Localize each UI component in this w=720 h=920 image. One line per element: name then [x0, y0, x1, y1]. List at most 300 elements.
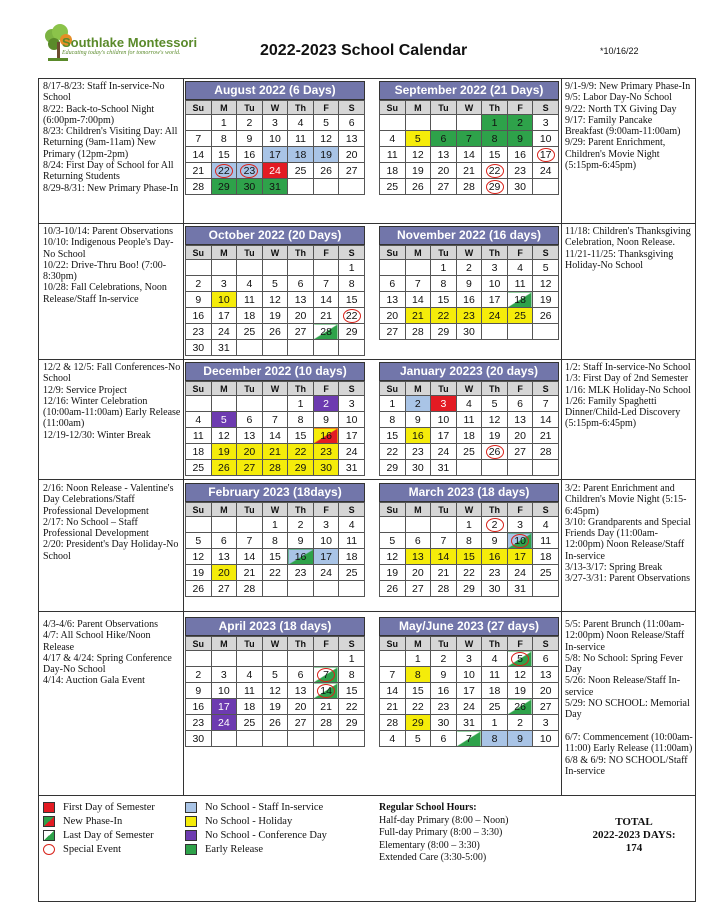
day-cell — [262, 667, 288, 683]
day-number: 24 — [437, 445, 450, 458]
day-number: 14 — [539, 413, 552, 426]
weekday-header: W — [262, 246, 288, 260]
day-cell — [380, 179, 406, 195]
day-cell — [262, 292, 288, 308]
weekday-header: W — [456, 101, 482, 115]
day-number: 27 — [218, 582, 230, 595]
day-number: 2 — [414, 397, 421, 410]
day-number: 29 — [294, 461, 307, 474]
day-cell — [456, 565, 482, 581]
day-cell — [339, 276, 365, 292]
calendar-table — [185, 100, 365, 195]
day-number: 16 — [294, 550, 307, 563]
day-cell — [431, 581, 457, 597]
day-cell — [288, 115, 314, 131]
day-number: 9 — [414, 413, 421, 426]
weekday-header: Tu — [237, 382, 263, 396]
day-number: 2 — [440, 652, 447, 665]
day-number: 1 — [348, 652, 355, 665]
day-number: 27 — [412, 582, 424, 595]
day-number: 24 — [320, 566, 332, 579]
day-number: 5 — [389, 534, 396, 547]
calendar-title: May/June 2023 (27 days) — [379, 617, 559, 636]
day-number: 17 — [514, 550, 526, 563]
day-cell — [313, 715, 339, 731]
weekday-header: W — [456, 382, 482, 396]
day-number: 31 — [514, 582, 526, 595]
day-number: 5 — [323, 116, 330, 129]
day-number: 16 — [463, 293, 475, 306]
day-number: 22 — [294, 445, 307, 458]
calendar-mar-2023 — [379, 483, 559, 597]
day-cell — [456, 667, 482, 683]
day-cell — [431, 396, 457, 412]
day-number: 21 — [320, 309, 332, 322]
day-number: 24 — [218, 716, 230, 729]
day-cell — [186, 412, 212, 428]
weekday-header: S — [533, 101, 559, 115]
day-number: 2 — [246, 116, 253, 129]
day-cell — [237, 308, 263, 324]
calendar-jan-2023 — [379, 362, 559, 476]
day-number: 22 — [343, 309, 361, 323]
day-cell — [288, 667, 314, 683]
day-cell — [313, 731, 339, 747]
day-cell — [211, 260, 237, 276]
day-cell — [313, 179, 339, 195]
weekday-header: Tu — [237, 637, 263, 651]
weekday-header: F — [507, 637, 533, 651]
day-cell — [211, 428, 237, 444]
day-number: 3 — [220, 277, 227, 290]
day-cell — [237, 276, 263, 292]
calendar-title: February 2023 (18days) — [185, 483, 365, 502]
day-number: 17 — [320, 550, 332, 563]
day-cell — [533, 667, 559, 683]
day-cell — [237, 260, 263, 276]
day-number: 25 — [514, 309, 526, 322]
day-number: 2 — [195, 277, 202, 290]
legend-early-release: Early Release — [185, 844, 263, 855]
notes-feb: 2/16: Noon Release - Valentine's Day Celebrations/Staff Professional Development 2/17: No School – Staff Professional Development 2/20: President's Day Holiday-No School — [43, 483, 179, 562]
day-number: 8 — [272, 534, 278, 547]
day-cell — [507, 428, 533, 444]
day-number: 22 — [386, 445, 399, 458]
day-cell — [186, 651, 212, 667]
weekday-header: S — [339, 382, 365, 396]
day-cell — [237, 428, 263, 444]
day-number: 19 — [192, 566, 205, 579]
day-number: 5 — [195, 534, 202, 547]
day-cell — [533, 549, 559, 565]
day-cell — [313, 147, 339, 163]
legend-conference: No School - Conference Day — [185, 830, 327, 841]
day-cell — [237, 533, 263, 549]
day-number: 21 — [412, 309, 424, 322]
day-cell — [380, 651, 406, 667]
day-cell — [339, 549, 365, 565]
calendar-table — [185, 381, 365, 476]
day-number: 18 — [243, 700, 256, 713]
day-cell — [405, 581, 431, 597]
day-number: 11 — [489, 668, 500, 681]
day-number: 17 — [218, 700, 230, 713]
day-number: 23 — [437, 700, 450, 713]
day-cell — [237, 396, 263, 412]
day-cell — [313, 131, 339, 147]
day-number: 9 — [517, 732, 524, 745]
day-number: 30 — [243, 180, 256, 193]
day-cell — [456, 731, 482, 747]
day-cell — [313, 292, 339, 308]
weekday-header: Th — [288, 637, 314, 651]
day-cell — [313, 444, 339, 460]
day-cell — [380, 147, 406, 163]
day-number: 8 — [220, 132, 227, 145]
day-cell — [431, 308, 457, 324]
day-cell — [482, 699, 508, 715]
day-cell — [380, 115, 406, 131]
school-hours: Regular School Hours: Half-day Primary (8:00 – Noon) Full-day Primary (8:00 – 3:30) Elementary (8:00 – 3:30) Extended Care (3:30-5:00) — [379, 802, 509, 863]
day-cell — [533, 581, 559, 597]
day-number: 22 — [463, 566, 475, 579]
weekday-header: F — [313, 382, 339, 396]
day-cell — [186, 276, 212, 292]
day-cell — [482, 715, 508, 731]
day-number: 4 — [195, 413, 202, 426]
day-number: 9 — [440, 668, 447, 681]
calendar-title: March 2023 (18 days) — [379, 483, 559, 502]
day-number: 11 — [192, 429, 204, 442]
day-number: 13 — [294, 293, 307, 306]
day-cell — [313, 308, 339, 324]
calendar-table — [185, 502, 365, 597]
day-cell — [482, 260, 508, 276]
day-number: 3 — [491, 261, 498, 274]
day-number: 6 — [246, 413, 253, 426]
day-cell — [339, 131, 365, 147]
day-cell — [507, 549, 533, 565]
day-number: 20 — [539, 684, 552, 697]
day-number: 25 — [192, 461, 205, 474]
day-cell — [456, 517, 482, 533]
day-number: 3 — [542, 116, 549, 129]
day-number: 10 — [320, 534, 332, 547]
weekday-header: Th — [482, 246, 508, 260]
day-cell — [482, 667, 508, 683]
calendar-table — [185, 636, 365, 747]
calendar-title: November 2022 (16 days) — [379, 226, 559, 245]
day-number: 28 — [320, 325, 332, 338]
day-number: 25 — [488, 700, 501, 713]
day-number: 14 — [269, 429, 281, 442]
day-number: 16 — [412, 429, 424, 442]
day-cell — [186, 581, 212, 597]
day-cell — [456, 412, 482, 428]
day-number: 25 — [463, 445, 475, 458]
day-number: 24 — [269, 164, 281, 177]
day-cell — [339, 715, 365, 731]
day-cell — [431, 163, 457, 179]
day-cell — [482, 131, 508, 147]
day-number: 2 — [466, 261, 472, 274]
split-swatch-icon — [43, 816, 55, 827]
day-cell — [262, 428, 288, 444]
day-cell — [339, 115, 365, 131]
day-cell — [380, 163, 406, 179]
calendar-table — [379, 381, 559, 476]
day-number: 19 — [488, 429, 501, 442]
day-number: 19 — [514, 684, 526, 697]
day-number: 15 — [294, 429, 307, 442]
day-cell — [211, 292, 237, 308]
day-cell — [380, 549, 406, 565]
day-cell — [211, 651, 237, 667]
day-number: 22 — [412, 700, 424, 713]
day-number: 8 — [491, 132, 498, 145]
day-cell — [533, 699, 559, 715]
day-number: 5 — [414, 732, 421, 745]
day-number: 28 — [192, 180, 205, 193]
day-number: 5 — [220, 413, 227, 426]
day-cell — [482, 651, 508, 667]
day-number: 20 — [412, 566, 424, 579]
day-number: 30 — [488, 582, 501, 595]
day-number: 23 — [192, 325, 205, 338]
day-cell — [313, 412, 339, 428]
total-days: TOTAL 2022-2023 DAYS: 174 — [592, 816, 676, 854]
day-cell — [507, 533, 533, 549]
day-cell — [405, 549, 431, 565]
day-cell — [288, 651, 314, 667]
weekday-header: Th — [482, 637, 508, 651]
weekday-header: M — [211, 637, 237, 651]
day-cell — [482, 179, 508, 195]
day-number: 4 — [348, 518, 355, 531]
day-cell — [507, 115, 533, 131]
weekday-header: Tu — [237, 503, 263, 517]
day-number: 26 — [192, 582, 205, 595]
day-cell — [456, 533, 482, 549]
day-cell — [405, 412, 431, 428]
day-number: 19 — [320, 148, 332, 161]
day-number: 21 — [320, 700, 332, 713]
day-number: 23 — [192, 716, 205, 729]
notes-may: 5/5: Parent Brunch (11:00am-12:00pm) Noon Release/Staff In-service 5/8: No School: Spring Fever Day 5/26: Noon Release/Staff In-service 5/29: NO SCHOOL: Memorial Day 6/7: Commencement (10:00am-11:00) Early Release (11:00am) 6/8 & 6/9: NO SCHOOL/Staff In-service — [565, 619, 693, 777]
day-cell — [288, 396, 314, 412]
day-cell — [533, 651, 559, 667]
day-cell — [431, 260, 457, 276]
calendar-grid — [38, 78, 696, 902]
day-number: 4 — [389, 732, 396, 745]
day-cell — [211, 340, 237, 356]
day-number: 7 — [466, 132, 472, 145]
day-cell — [339, 683, 365, 699]
day-cell — [507, 179, 533, 195]
day-cell — [237, 715, 263, 731]
day-cell — [211, 308, 237, 324]
day-number: 8 — [389, 413, 396, 426]
day-cell — [237, 292, 263, 308]
day-cell — [405, 292, 431, 308]
weekday-header: Th — [288, 246, 314, 260]
day-number: 12 — [269, 293, 281, 306]
day-cell — [431, 699, 457, 715]
day-cell — [313, 324, 339, 340]
day-cell — [507, 292, 533, 308]
day-cell — [262, 731, 288, 747]
day-number: 18 — [386, 164, 399, 177]
day-number: 8 — [297, 413, 304, 426]
weekday-header: Su — [186, 101, 212, 115]
day-number: 13 — [514, 413, 526, 426]
day-number: 6 — [517, 397, 524, 410]
day-cell — [211, 444, 237, 460]
day-number: 3 — [220, 668, 227, 681]
day-number: 12 — [488, 413, 501, 426]
day-cell — [431, 131, 457, 147]
weekday-header: S — [533, 637, 559, 651]
notes-nov: 11/18: Children's Thanksgiving Celebration, Noon Release. 11/21-11/25: Thanksgiving Holiday-No School — [565, 226, 691, 271]
day-number: 20 — [345, 148, 358, 161]
day-cell — [456, 179, 482, 195]
day-cell — [533, 163, 559, 179]
day-cell — [262, 276, 288, 292]
day-cell — [456, 460, 482, 476]
day-number: 17 — [537, 148, 555, 162]
weekday-header: Tu — [431, 101, 457, 115]
day-number: 12 — [218, 429, 230, 442]
day-number: 3 — [517, 518, 524, 531]
day-cell — [288, 428, 314, 444]
day-cell — [288, 581, 314, 597]
day-cell — [507, 460, 533, 476]
day-number: 1 — [440, 261, 447, 274]
day-number: 29 — [345, 325, 358, 338]
day-cell — [456, 324, 482, 340]
day-cell — [262, 260, 288, 276]
day-number: 15 — [269, 550, 281, 563]
day-cell — [431, 533, 457, 549]
day-cell — [456, 683, 482, 699]
day-cell — [482, 115, 508, 131]
day-number: 31 — [345, 461, 358, 474]
weekday-header: F — [313, 101, 339, 115]
day-number: 6 — [297, 668, 304, 681]
day-number: 18 — [539, 550, 552, 563]
calendar-table — [185, 245, 365, 356]
weekday-header: W — [456, 246, 482, 260]
day-cell — [380, 533, 406, 549]
weekday-header: F — [507, 246, 533, 260]
day-number: 15 — [488, 148, 501, 161]
day-cell — [186, 308, 212, 324]
weekday-header: M — [405, 246, 431, 260]
day-cell — [211, 276, 237, 292]
day-number: 1 — [491, 116, 498, 129]
day-cell — [237, 324, 263, 340]
legend — [39, 795, 695, 902]
day-number: 24 — [539, 164, 552, 177]
day-number: 3 — [542, 716, 549, 729]
day-cell — [237, 667, 263, 683]
day-cell — [405, 565, 431, 581]
day-cell — [533, 731, 559, 747]
weekday-header: F — [313, 246, 339, 260]
day-number: 4 — [246, 668, 253, 681]
day-cell — [533, 324, 559, 340]
day-number: 31 — [437, 461, 450, 474]
day-cell — [186, 115, 212, 131]
day-number: 29 — [386, 461, 399, 474]
day-number: 13 — [345, 132, 358, 145]
day-cell — [339, 340, 365, 356]
weekday-header: M — [211, 246, 237, 260]
day-cell — [405, 131, 431, 147]
day-cell — [211, 667, 237, 683]
day-cell — [211, 460, 237, 476]
day-number: 30 — [320, 461, 332, 474]
day-number: 12 — [539, 277, 552, 290]
day-number: 8 — [491, 732, 498, 745]
day-cell — [313, 460, 339, 476]
day-cell — [339, 324, 365, 340]
day-cell — [507, 715, 533, 731]
day-cell — [482, 549, 508, 565]
day-number: 13 — [218, 550, 230, 563]
day-number: 3 — [323, 518, 330, 531]
day-number: 6 — [542, 652, 549, 665]
day-cell — [186, 396, 212, 412]
day-number: 15 — [412, 684, 424, 697]
day-cell — [380, 428, 406, 444]
day-number: 21 — [192, 164, 205, 177]
day-cell — [186, 715, 212, 731]
day-number: 7 — [317, 668, 335, 682]
day-cell — [380, 131, 406, 147]
day-number: 11 — [243, 684, 255, 697]
day-number: 6 — [297, 277, 304, 290]
day-cell — [288, 340, 314, 356]
day-cell — [186, 340, 212, 356]
day-cell — [262, 699, 288, 715]
weekday-header: W — [262, 503, 288, 517]
weekday-header: Tu — [237, 101, 263, 115]
calendar-title: April 2023 (18 days) — [185, 617, 365, 636]
day-number: 10 — [218, 293, 230, 306]
day-cell — [288, 163, 314, 179]
day-number: 22 — [437, 309, 450, 322]
day-cell — [507, 396, 533, 412]
day-cell — [288, 731, 314, 747]
circle-icon — [43, 844, 55, 855]
day-number: 27 — [243, 461, 256, 474]
day-cell — [186, 131, 212, 147]
day-number: 1 — [389, 397, 396, 410]
purple-swatch-icon — [185, 830, 197, 841]
weekday-header: F — [507, 503, 533, 517]
day-cell — [533, 308, 559, 324]
day-number: 15 — [463, 550, 475, 563]
day-number: 22 — [269, 566, 281, 579]
day-number: 16 — [192, 700, 205, 713]
day-number: 11 — [295, 132, 306, 145]
day-cell — [262, 308, 288, 324]
day-cell — [237, 444, 263, 460]
day-number: 4 — [542, 518, 549, 531]
day-number: 12 — [386, 550, 399, 563]
day-number: 14 — [463, 148, 475, 161]
